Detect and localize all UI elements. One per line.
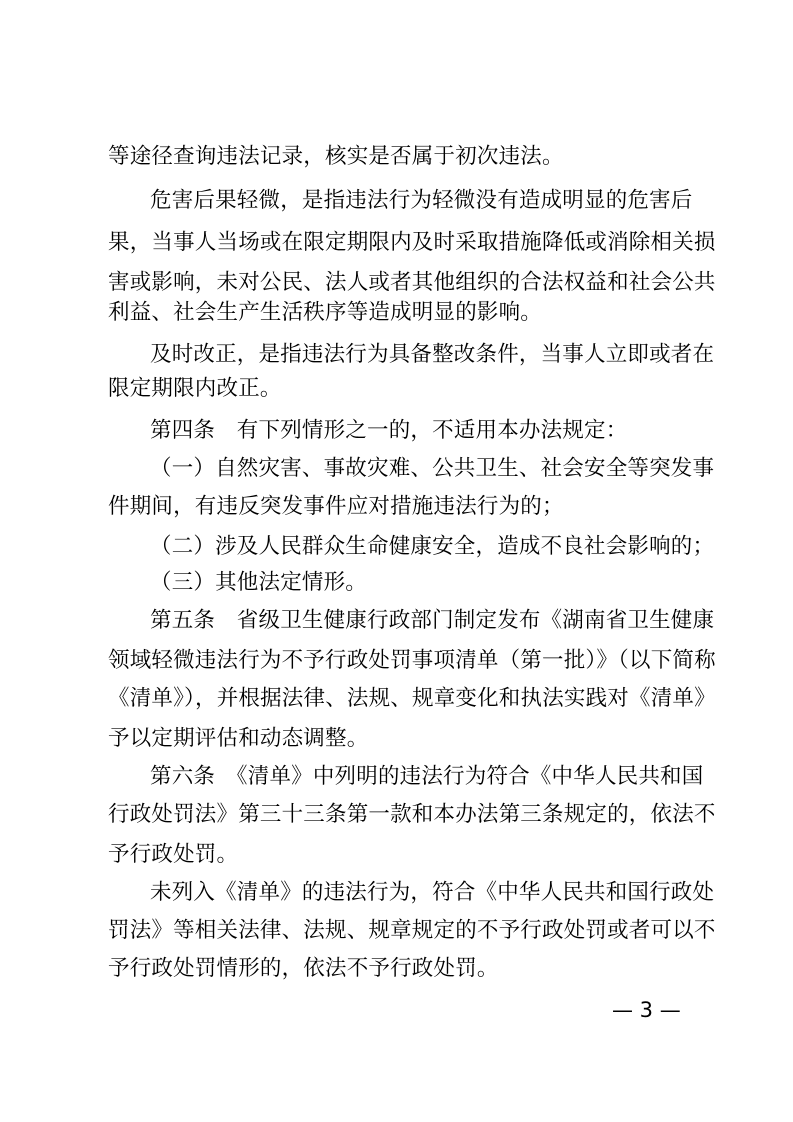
text-line: 限定期限内改正。 xyxy=(108,376,282,401)
text-line: 行政处罚法》第三十三条第一款和本办法第三条规定的，依法不 xyxy=(108,802,716,827)
text-line: 利益、社会生产生活秩序等造成明显的影响。 xyxy=(108,300,543,325)
text-line: 害或影响，未对公民、法人或者其他组织的合法权益和社会公共 xyxy=(108,270,716,295)
text-line: 领域轻微违法行为不予行政处罚事项清单（第一批）》（以下简称 xyxy=(108,648,716,673)
text-line: 果，当事人当场或在限定期限内及时采取措施降低或消除相关损 xyxy=(108,230,716,255)
text-line: 《清单》），并根据法律、法规、规章变化和执法实践对《清单》 xyxy=(108,686,716,711)
text-line: 及时改正，是指违法行为具备整改条件，当事人立即或者在 xyxy=(150,342,715,367)
text-line: 件期间，有违反突发事件应对措施违法行为的； xyxy=(108,494,564,519)
text-line: 罚法》等相关法律、法规、规章规定的不予行政处罚或者可以不 xyxy=(108,918,716,943)
text-line: 予以定期评估和动态调整。 xyxy=(108,726,369,751)
text-line: 危害后果轻微，是指违法行为轻微没有造成明显的危害后 xyxy=(150,188,693,213)
text-line: 第六条 《清单》中列明的违法行为符合《中华人民共和国 xyxy=(150,764,704,789)
text-line: 等途径查询违法记录，核实是否属于初次违法。 xyxy=(108,144,564,169)
text-line: 未列入《清单》的违法行为，符合《中华人民共和国行政处 xyxy=(150,880,715,905)
text-line: 第四条 有下列情形之一的，不适用本办法规定： xyxy=(150,418,628,443)
text-line: 予行政处罚。 xyxy=(108,842,239,867)
text-line: 予行政处罚情形的，依法不予行政处罚。 xyxy=(108,956,499,981)
text-line: （三）其他法定情形。 xyxy=(150,570,368,595)
text-line: （二）涉及人民群众生命健康安全，造成不良社会影响的； xyxy=(150,534,715,559)
page-number: — 3 — xyxy=(612,998,681,1022)
text-line: （一）自然灾害、事故灾难、公共卫生、社会安全等突发事 xyxy=(150,456,715,481)
text-line: 第五条 省级卫生健康行政部门制定发布《湖南省卫生健康 xyxy=(150,608,715,633)
